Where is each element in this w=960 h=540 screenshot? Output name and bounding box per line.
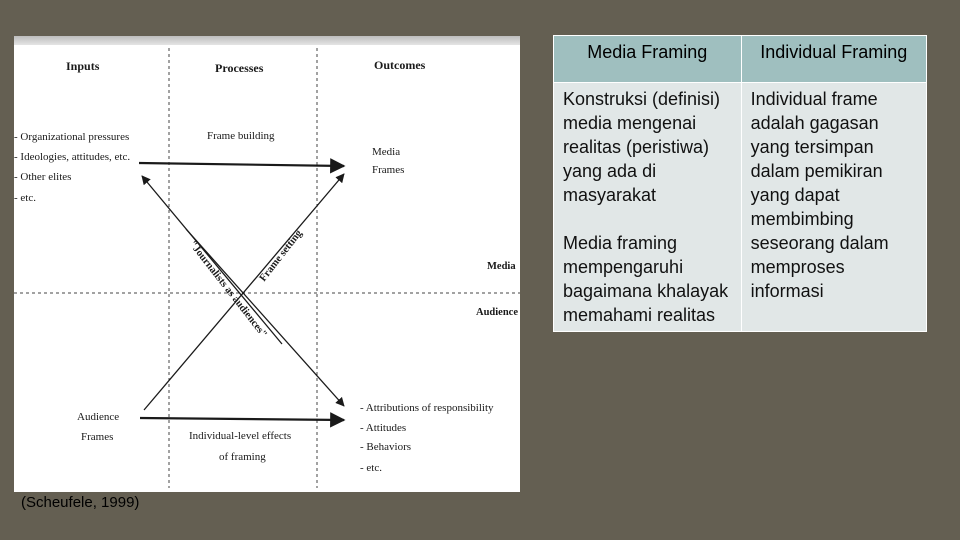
header-media-framing: Media Framing [554, 36, 742, 83]
individual-effects-label-line2: of framing [219, 451, 266, 463]
individual-framing-cell [741, 83, 926, 332]
media-frames-label-line1: Media [372, 146, 401, 158]
outcome-item-1: - Attributions of responsibility [360, 402, 494, 414]
media-frames-label-line2: Frames [372, 164, 405, 176]
framing-process-diagram [14, 36, 520, 492]
framing-comparison-table [553, 35, 927, 332]
media-framing-cell [554, 83, 742, 332]
audience-frames-label-line2: Frames [81, 431, 114, 443]
audience-frames-label-line1: Audience [77, 411, 120, 423]
outcome-item-3: - Behaviors [360, 441, 412, 453]
frame-setting-label: Frame setting [257, 228, 305, 284]
header-processes: Processes [215, 61, 264, 75]
outcome-item-4: - etc. [360, 462, 382, 474]
frame-building-label: Frame building [207, 130, 275, 142]
journalists-to-outcomes-arrow [186, 229, 344, 406]
journalists-as-audiences-label: "Journalists as audiences" [186, 239, 269, 341]
input-item-1: - Organizational pressures [14, 131, 130, 143]
media-framing-definition: Konstruksi (definisi) media mengenai realitas (peristiwa) yang ada di masyarakat [563, 89, 721, 205]
media-framing-effect: Media framing mempengaruhi bagaimana khalayak memahami realitas [563, 233, 729, 325]
table-row [554, 83, 927, 332]
diagram-canvas [14, 36, 520, 492]
frame-setting-arrow [144, 174, 344, 410]
input-item-3: - Other elites [14, 171, 72, 183]
table-header-row [554, 36, 927, 83]
outcome-item-2: - Attitudes [360, 422, 407, 434]
individual-effects-label-line1: Individual-level effects [189, 430, 292, 442]
input-item-4: - etc. [14, 192, 36, 204]
audience-side-label: Audience [476, 307, 518, 318]
input-item-2: - Ideologies, attitudes, etc. [14, 151, 131, 163]
frame-building-arrow [139, 163, 344, 166]
citation: (Scheufele, 1999) [21, 494, 140, 511]
individual-framing-definition: Individual frame adalah gagasan yang tersimpan dalam pemikiran yang dapat membimbing seseorang dalam memproses informasi [750, 89, 889, 301]
header-individual-framing: Individual Framing [741, 36, 926, 83]
header-outcomes: Outcomes [374, 58, 426, 72]
header-inputs: Inputs [66, 59, 100, 73]
individual-effects-arrow [140, 418, 344, 420]
media-side-label: Media [487, 261, 516, 272]
